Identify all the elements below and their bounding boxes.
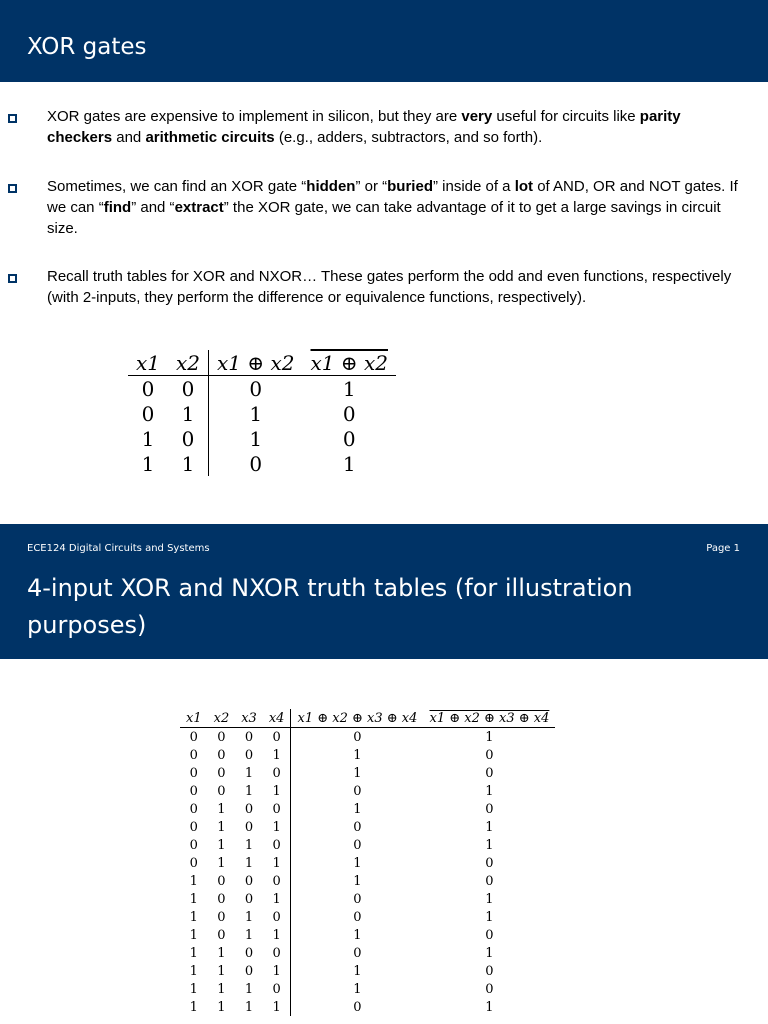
table-cell: 0 (485, 981, 494, 997)
table-row (180, 944, 555, 962)
bullet-text-segment: ” or “ (355, 178, 388, 195)
table-cell: 0 (249, 451, 263, 476)
bullet-bold-text: arithmetic circuits (145, 129, 275, 146)
bullet-text-segment: ” inside of a (432, 178, 515, 195)
table-cell: 1 (244, 855, 254, 871)
table-header-cell: x1 ⊕ x2 (303, 350, 396, 376)
table-cell: 1 (485, 945, 494, 961)
table-cell: 1 (485, 891, 494, 907)
table-cell: 1 (189, 873, 198, 889)
bullet-text-segment: (e.g., adders, subtractors, and so forth). (274, 129, 543, 146)
bullet-square-icon (8, 114, 17, 123)
bullet-text-segment: ” and “ (131, 199, 175, 216)
table-row (128, 451, 396, 476)
table-header-cell: x1 (180, 709, 208, 728)
table-row (180, 728, 555, 747)
table-cell: 0 (141, 401, 155, 426)
table-cell: 0 (263, 836, 291, 854)
table-cell: 0 (244, 729, 254, 745)
table-header-row (128, 350, 396, 376)
bullet-square-icon (8, 274, 17, 283)
page-number: Page 1 (706, 543, 740, 554)
table-cell: 1 (263, 854, 291, 872)
table-cell: 0 (168, 376, 209, 402)
table-cell: 0 (244, 873, 254, 889)
table-cell: 0 (485, 927, 494, 943)
table-row (180, 746, 555, 764)
slide-title: 4-input XOR and NXOR truth tables (for illustration purposes) (27, 574, 633, 639)
table-cell: 1 (353, 765, 362, 781)
table-row (180, 980, 555, 998)
table-cell: 1 (263, 890, 291, 908)
table-cell: 0 (217, 783, 226, 799)
table-cell: 1 (353, 927, 362, 943)
table-cell: 0 (353, 891, 362, 907)
table-cell: 0 (217, 873, 226, 889)
slide-title: XOR gates (27, 34, 147, 60)
table-cell: 1 (189, 963, 198, 979)
xor-truth-table (128, 350, 396, 476)
table-cell: 1 (263, 746, 291, 764)
bullet-text-segment: and (112, 129, 146, 146)
table-row (180, 962, 555, 980)
table-row (128, 401, 396, 426)
table-cell: 0 (263, 980, 291, 998)
bullet-text-segment: Recall truth tables for XOR and NXOR… These gates perform the odd and even functions, respectively (with 2-inputs, they perform the difference or equivalence functions, respectively). (47, 268, 732, 306)
table-cell: 0 (217, 891, 226, 907)
table-cell: 0 (217, 927, 226, 943)
bullet-text-segment: XOR gates are expensive to implement in silicon, but they are (47, 108, 462, 125)
table-cell: 1 (189, 927, 198, 943)
table-cell: 1 (217, 819, 226, 835)
table-cell: 1 (263, 818, 291, 836)
table-row (180, 926, 555, 944)
table-cell: 1 (217, 999, 226, 1015)
table-cell: 0 (263, 728, 291, 747)
slide-header (0, 524, 768, 659)
table-cell: 1 (353, 855, 362, 871)
table-cell: 0 (189, 783, 198, 799)
table-row (180, 890, 555, 908)
table-cell: 0 (189, 819, 198, 835)
table-cell: 0 (485, 765, 494, 781)
table-row (128, 426, 396, 451)
table-cell: 1 (141, 426, 155, 451)
table-cell: 1 (217, 981, 226, 997)
table-row (180, 908, 555, 926)
table-cell: 0 (263, 944, 291, 962)
table-cell: 0 (244, 891, 254, 907)
table-cell: 0 (244, 819, 254, 835)
table-cell: 1 (244, 765, 254, 781)
bullet-bold-text: parity checkers (47, 108, 681, 146)
table-cell: 1 (249, 401, 263, 426)
bullet-bold-text: lot (514, 178, 534, 195)
table-cell: 1 (244, 927, 254, 943)
table-row (180, 782, 555, 800)
table-cell: 0 (353, 729, 362, 745)
table-cell: 1 (217, 963, 226, 979)
table-cell: 1 (189, 945, 198, 961)
table-cell: 0 (263, 872, 291, 890)
table-cell: 1 (244, 999, 254, 1015)
table-cell: 1 (353, 873, 362, 889)
table-cell: 1 (244, 981, 254, 997)
table-cell: 0 (189, 765, 198, 781)
table-cell: 1 (353, 747, 362, 763)
table-cell: 1 (263, 782, 291, 800)
table-cell: 1 (244, 837, 254, 853)
table-row (180, 818, 555, 836)
table-row (180, 800, 555, 818)
bullet-text (47, 176, 747, 239)
table-cell: 0 (217, 909, 226, 925)
table-row (128, 376, 396, 402)
table-cell: 1 (244, 783, 254, 799)
table-cell: 0 (244, 963, 254, 979)
table-cell: 0 (342, 401, 356, 426)
table-row (180, 764, 555, 782)
table-cell: 1 (217, 945, 226, 961)
table-row (180, 998, 555, 1016)
slide-header (0, 0, 768, 82)
table-cell: 1 (263, 962, 291, 980)
table-cell: 1 (353, 801, 362, 817)
table-cell: 0 (141, 376, 155, 401)
course-name: ECE124 Digital Circuits and Systems (27, 543, 210, 554)
table-cell: 0 (217, 747, 226, 763)
table-cell: 1 (141, 451, 155, 476)
table-header-cell: x1 ⊕ x2 ⊕ x3 ⊕ x4 (423, 709, 555, 728)
table-row (180, 872, 555, 890)
table-header-cell: x1 ⊕ x2 (209, 350, 303, 376)
table-cell: 1 (485, 837, 494, 853)
bullet-text (47, 266, 747, 308)
table-cell: 1 (217, 837, 226, 853)
bullet-text-segment: useful for circuits like (492, 108, 640, 125)
table-cell: 0 (249, 376, 263, 401)
table-cell: 1 (485, 999, 494, 1015)
table-cell: 1 (189, 999, 198, 1015)
table-cell: 0 (217, 729, 226, 745)
xor4-truth-table (180, 709, 555, 1016)
table-cell: 1 (353, 981, 362, 997)
bullet-text-segment: ” the XOR gate, we can take advantage of it to get a large savings in circuit size. (47, 199, 721, 237)
table-cell: 1 (485, 909, 494, 925)
table-cell: 0 (263, 764, 291, 782)
table-header-cell: x1 (128, 350, 168, 376)
table-cell: 0 (353, 909, 362, 925)
table-cell: 0 (353, 819, 362, 835)
table-cell: 0 (485, 855, 494, 871)
table-cell: 1 (263, 998, 291, 1016)
table-header-cell: x4 (263, 709, 291, 728)
table-cell: 1 (189, 891, 198, 907)
table-cell: 0 (189, 747, 198, 763)
bullet-bold-text: hidden (306, 178, 356, 195)
table-header-cell: x2 (208, 709, 236, 728)
table-header-cell: x3 (235, 709, 263, 728)
table-header-row (180, 709, 555, 728)
table-cell: 1 (342, 451, 356, 476)
table-row (180, 836, 555, 854)
bullet-text-segment: of AND, OR and NOT gates. If we can “ (47, 178, 738, 216)
table-cell: 0 (485, 801, 494, 817)
table-cell: 1 (485, 819, 494, 835)
table-cell: 0 (189, 837, 198, 853)
table-cell: 1 (342, 376, 356, 401)
table-cell: 1 (217, 855, 226, 871)
table-cell: 1 (485, 783, 494, 799)
table-cell: 0 (485, 963, 494, 979)
bullet-text-segment: Sometimes, we can find an XOR gate “ (47, 178, 307, 195)
table-cell: 1 (485, 729, 494, 745)
table-cell: 0 (263, 800, 291, 818)
bullet-square-icon (8, 184, 17, 193)
table-cell: 0 (244, 747, 254, 763)
table-cell: 1 (168, 451, 209, 476)
table-cell: 1 (168, 401, 209, 426)
table-cell: 0 (342, 426, 356, 451)
table-cell: 0 (244, 801, 254, 817)
table-cell: 0 (189, 729, 198, 745)
table-cell: 1 (263, 926, 291, 944)
table-cell: 0 (353, 783, 362, 799)
table-header-cell: x1 ⊕ x2 ⊕ x3 ⊕ x4 (291, 709, 424, 728)
table-cell: 0 (353, 945, 362, 961)
table-row (180, 854, 555, 872)
table-cell: 0 (353, 999, 362, 1015)
table-cell: 1 (353, 963, 362, 979)
table-header-cell: x2 (168, 350, 209, 376)
table-cell: 1 (249, 426, 263, 451)
table-cell: 0 (168, 426, 209, 451)
table-cell: 0 (263, 908, 291, 926)
table-cell: 0 (217, 765, 226, 781)
table-cell: 0 (353, 837, 362, 853)
table-cell: 1 (217, 801, 226, 817)
table-cell: 0 (485, 873, 494, 889)
table-cell: 1 (189, 909, 198, 925)
table-cell: 0 (189, 801, 198, 817)
bullet-bold-text: find (103, 199, 132, 216)
bullet-text (47, 106, 747, 148)
bullet-bold-text: extract (174, 199, 224, 216)
table-cell: 0 (189, 855, 198, 871)
bullet-bold-text: very (461, 108, 493, 125)
table-cell: 1 (189, 981, 198, 997)
table-cell: 0 (485, 747, 494, 763)
bullet-bold-text: buried (387, 178, 433, 195)
table-cell: 1 (244, 909, 254, 925)
table-cell: 0 (244, 945, 254, 961)
